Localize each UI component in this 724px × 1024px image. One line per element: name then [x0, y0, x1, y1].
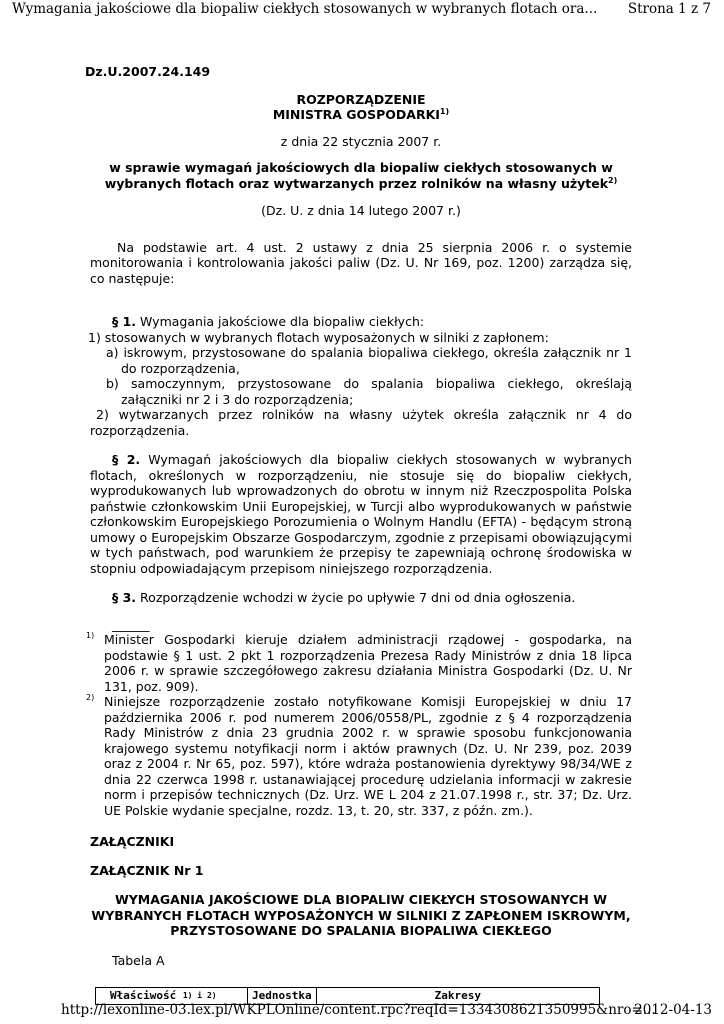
footnote-ref-2[interactable]: 2) — [608, 175, 618, 185]
section-2-label: § 2. — [112, 452, 141, 467]
preamble: Na podstawie art. 4 ust. 2 ustawy z dnia 25 sierpnia 2006 r. o systemie monitorowania i kontrolowania jakości paliw (Dz. U. Nr 169, poz. 1200) zarządza się, co następuje: — [90, 239, 632, 286]
footnote-ref-1[interactable]: 1) — [439, 106, 450, 116]
print-footer — [0, 1002, 724, 1024]
footnote-1-text: Minister Gospodarki kieruje działem administracji rządowej - gospodarka, na podstawie § 1 ust. 2 pkt 1 rozporządzenia Prezesa Rady Ministrów z dnia 18 lipca 2006 r. w sprawie szczegółowego zakresu działania Ministra Gospodarki (Dz. U. Nr 131, poz. 909). — [104, 632, 632, 694]
doc-title-1: ROZPORZĄDZENIE — [296, 91, 426, 107]
section-2 — [90, 452, 632, 576]
journal-reference: Dz.U.2007.24.149 — [85, 64, 211, 79]
section-1-item-1a: a) iskrowym, przystosowane do spalania biopaliwa ciekłego, określa załącznik nr 1 do rozporządzenia, — [106, 345, 632, 376]
section-1-text: Wymagania jakościowe dla biopaliw ciekłych: — [140, 314, 425, 329]
table-header-unit: Jednostka — [248, 988, 317, 1005]
annexes-heading: ZAŁĄCZNIKI — [90, 834, 175, 849]
document-body — [85, 64, 632, 1005]
page-number: Strona 1 z 7 — [627, 1, 711, 17]
annex-1-title: WYMAGANIA JAKOŚCIOWE DLA BIOPALIW CIEKŁYCH STOSOWANYCH W WYBRANYCH FLOTACH WYPOSAŻONYCH W SILNIKI Z ZAPŁONEM ISKROWYM, PRZYSTOSOWANE DO SPALANIA BIOPALIWA CIEKŁEGO — [91, 892, 631, 938]
doc-date: z dnia 22 stycznia 2007 r. — [280, 133, 442, 149]
section-1-item-2: 2) wytwarzanych przez rolników na własny użytek określa załącznik nr 4 do rozporządzenia. — [90, 407, 632, 438]
section-3-label: § 3. — [112, 590, 137, 605]
footnote-1-mark: 1) — [86, 631, 95, 640]
footnote-2-mark: 2) — [86, 693, 95, 702]
section-3-text: Rozporządzenie wchodzi w życie po upływie 7 dni od dnia ogłoszenia. — [140, 590, 576, 605]
section-1-label: § 1. — [112, 314, 137, 329]
footer-url[interactable]: http://lexonline-03.lex.pl/WKPLOnline/content.rpc?reqId=1334308621350995&nro=... — [61, 1002, 656, 1018]
section-2-text: Wymagań jakościowych dla biopaliw ciekłych stosowanych w wybranych flotach, określonych w rozporządzeniu, nie stosuje się do biopaliw ciekłych, wyprodukowanych lub wprowadzonych do obrotu w innym niż Rzeczpospolita Polska państwie członkowskim Unii Europejskiej, w Turcji albo wyprodukowanych w państwie członkowskim Europejskiego Porozumienia o Wolnym Handlu (EFTA) - będącym stroną umowy o Europejskim Obszarze Gospodarczym, zgodnie z przepisami obowiązującymi w tych państwach, pod warunkiem że przepisy te zapewniają ochronę środowiska w stopniu odpowiadającym przepisom niniejszego rozporządzenia. — [90, 452, 632, 576]
section-1-item-1b: b) samoczynnym, przystosowane do spalania biopaliwa ciekłego, określają załączniki nr 2 i 3 do rozporządzenia; — [106, 376, 632, 407]
section-3 — [90, 590, 632, 606]
doc-publication: (Dz. U. z dnia 14 lutego 2007 r.) — [261, 203, 461, 218]
table-header-ranges: Zakresy — [316, 988, 599, 1005]
table-header-property: Właściwość $^{1) i 2)}$ — [96, 988, 248, 1005]
section-1-item-1: 1) stosowanych w wybranych flotach wyposażonych w silniki z zapłonem: — [88, 329, 549, 345]
print-header — [0, 0, 724, 22]
footnote-2-text: Niniejsze rozporządzenie zostało notyfikowane Komisji Europejskiej w dniu 17 października 2006 r. pod numerem 2006/0558/PL, zgodnie z § 4 rozporządzenia Rady Ministrów z dnia 23 grudnia 2002 r. w sprawie sposobu funkcjonowania krajowego systemu notyfikacji norm i aktów prawnych (Dz. U. Nr 239, poz. 2039 oraz z 2004 r. Nr 65, poz. 597), które wdraża postanowienia dyrektywy 98/34/WE z dnia 22 czerwca 1998 r. ustanawiającej procedurę udzielania informacji w zakresie norm i przepisów technicznych (Dz. Urz. WE L 204 z 21.07.1998 r., str. 37; Dz. Urz. UE Polskie wydanie specjalne, rozdz. 13, t. 20, str. 337, z późn. zm.). — [104, 694, 632, 818]
footnote-2 — [86, 693, 632, 818]
section-1 — [90, 314, 632, 330]
table-header-footnotes: 1) i 2) — [182, 991, 217, 1000]
table-label: Tabela A — [112, 952, 165, 968]
doc-subject-1: w sprawie wymagań jakościowych dla biopaliw ciekłych stosowanych w — [109, 160, 613, 175]
header-title: Wymagania jakościowe dla biopaliw ciekłych stosowanych w wybranych flotach ora... — [12, 1, 598, 17]
footnote-rule: ______ — [112, 616, 150, 632]
footer-date: 2012-04-13 — [634, 1002, 712, 1018]
doc-title-2: MINISTRA GOSPODARKI$^{1)}$ — [272, 106, 450, 122]
annex-1-heading: ZAŁĄCZNIK Nr 1 — [90, 862, 204, 878]
footnote-1 — [86, 631, 632, 694]
doc-subject-2: wybranych flotach oraz wytwarzanych przez rolników na własny użytek$^{2)}$ — [104, 175, 618, 191]
